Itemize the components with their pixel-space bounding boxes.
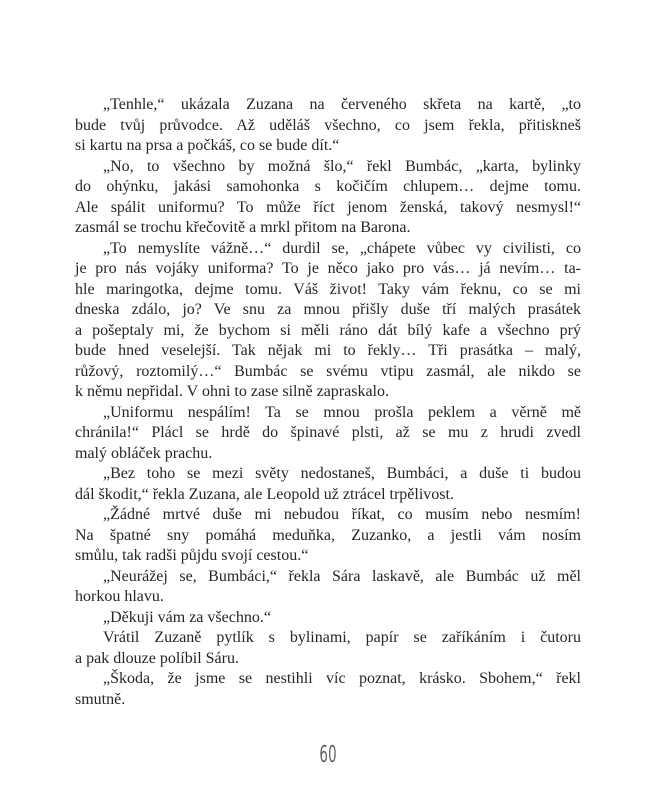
text-line: do ohýnku, jakási samohonka s kočičím chlupem… dejme tomu. — [75, 178, 581, 195]
text-line: horkou hlavu. — [75, 588, 164, 605]
text-line: zasmál se trochu křečovitě a mrkl přitom na Barona. — [75, 219, 411, 236]
book-text — [75, 95, 581, 710]
text-line: „Bez toho se mezi světy nedostaneš, Bumbáci, a duše ti budou — [103, 465, 581, 482]
text-line: a pošeptaly mi, že bychom si měli ráno dát bílý kafe a všechno prý — [75, 321, 581, 339]
text-line: malý obláček prachu. — [75, 444, 213, 462]
text-line: k němu nepřidal. V ohni to zase silně zapraskalo. — [75, 383, 389, 400]
page-footer — [0, 742, 656, 768]
text-line: „Uniformu nespálím! Ta se mnou prošla peklem a věrně mě — [103, 403, 581, 421]
text-line: „Děkuji vám za všechno.“ — [103, 608, 271, 626]
text-line: si kartu na prsa a počkáš, co se bude dít.“ — [75, 137, 340, 154]
text-line: bude hned veselejší. Tak nějak mi to řekly… Tři prasátka – malý, — [75, 342, 581, 359]
page-number: 60 — [319, 742, 337, 768]
text-line: smůlu, tak radši půjdu svojí cestou.“ — [75, 547, 309, 564]
text-line: chránila!“ Plácl se hrdě do špinavé plsti, až se mu z hrudi zvedl — [75, 424, 581, 441]
text-line: „Žádné mrtvé duše mi nebudou říkat, co musím nebo nesmím! — [103, 506, 581, 523]
text-line: dál škodit,“ řekla Zuzana, ale Leopold už ztrácel trpělivost. — [75, 485, 454, 503]
text-line: dneska zdálo, jo? Ve snu za mnou přišly duše tří malých prasátek — [75, 301, 581, 318]
text-line: „Tenhle,“ ukázala Zuzana na červeného skřeta na kartě, „to — [103, 96, 581, 113]
text-line: je pro nás vojáky uniforma? To je něco jako pro vás… já nevím… ta- — [75, 260, 581, 277]
text-line: Ale spálit uniformu? To může říct jenom ženská, takový nesmysl!“ — [75, 198, 581, 216]
text-line: „No, to všechno by možná šlo,“ řekl Bumbác, „karta, bylinky — [103, 157, 581, 175]
text-line: růžový, roztomilý…“ Bumbác se svému vtipu zasmál, ale nikdo se — [75, 362, 581, 380]
text-line: a pak dlouze políbil Sáru. — [75, 649, 239, 667]
text-line: Vrátil Zuzaně pytlík s bylinami, papír se zaříkáním i čutoru — [103, 629, 581, 646]
text-line: hle maringotka, dejme tomu. Váš život! Taky vám řeknu, co se mi — [75, 280, 581, 298]
text-line: „To nemyslíte vážně…“ durdil se, „chápete vůbec vy civilisti, co — [103, 239, 581, 257]
text-line: smutně. — [75, 690, 126, 708]
text-line: „Škoda, že jsme se nestihli víc poznat, krásko. Sbohem,“ řekl — [103, 670, 581, 687]
text-line: Na špatné sny pomáhá meduňka, Zuzanko, a jestli vám nosím — [75, 526, 581, 544]
text-line: bude tvůj průvodce. Až uděláš všechno, co jsem řekla, přitiskneš — [75, 116, 581, 134]
text-line: „Neurážej se, Bumbáci,“ řekla Sára laskavě, ale Bumbác už měl — [103, 567, 581, 585]
